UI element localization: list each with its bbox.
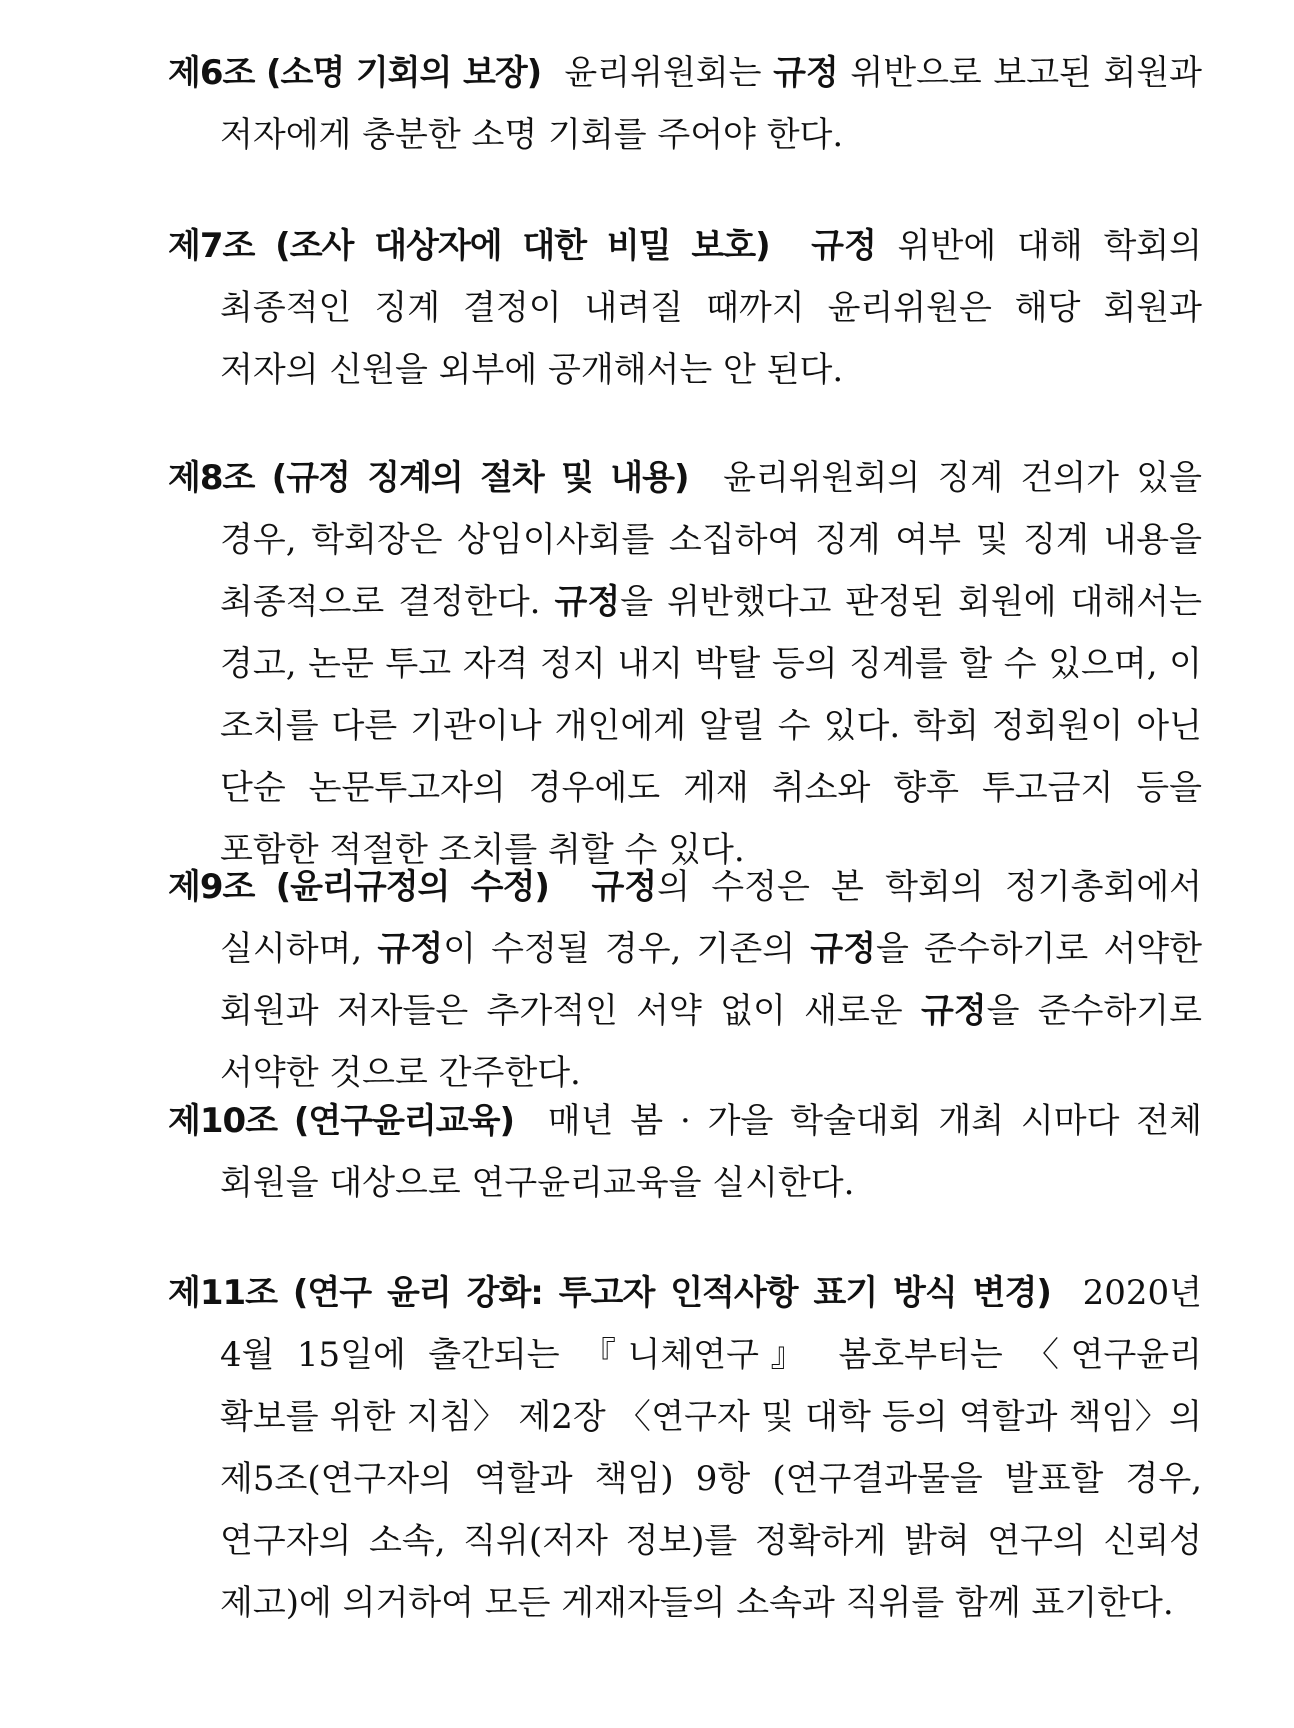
article-6 bbox=[168, 42, 1202, 166]
keyword-regulation: 규정 bbox=[591, 867, 658, 907]
keyword-regulation: 규정 bbox=[773, 53, 839, 93]
article-heading: 제8조 (규정 징계의 절차 및 내용) bbox=[168, 458, 689, 498]
article-text: 위반에 대해 학회의 최종적인 징계 결정이 내려질 때까지 윤리위원은 해당 회원과 저자의 신원을 외부에 공개해서는 안 된다. bbox=[220, 226, 1202, 390]
article-text: 위반으로 보고된 회원과 저자에게 충분한 소명 기회를 주어야 한다. bbox=[220, 53, 1203, 155]
article-text: 윤리위원회의 징계 건의가 있을 경우, 학회장은 상임이사회를 소집하여 징계 여부 및 징계 내용을 최종적으로 결정한다. bbox=[220, 458, 1202, 622]
article-10 bbox=[168, 1090, 1202, 1214]
keyword-regulation: 규정 bbox=[920, 991, 987, 1031]
article-text: 매년 봄 · 가을 학술대회 개최 시마다 전체 회원을 대상으로 연구윤리교육을 실시한다. bbox=[220, 1101, 1202, 1203]
article-text: 2020년 4월 15일에 출간되는 『니체연구』 봄호부터는 〈연구윤리 확보를 위한 지침〉 제2장 〈연구자 및 대학 등의 역할과 책임〉의 제5조(연구자의 역할과 책임) 9항 (연구결과물을 발표할 경우, 연구자의 소속, 직위(저자 정보)를 정확하게 밝혀 연구의 신뢰성 제고)에 의거하여 모든 게재자들의 소속과 직위를 함께 표기한다. bbox=[220, 1273, 1202, 1623]
article-heading: 제11조 (연구 윤리 강화: 투고자 인적사항 표기 방식 변경) bbox=[168, 1273, 1051, 1313]
article-text: 윤리위원회는 bbox=[564, 53, 774, 93]
article-text: 을 준수하기로 서약한 것으로 간주한다. bbox=[220, 991, 1202, 1093]
keyword-regulation: 규정 bbox=[810, 929, 876, 969]
article-text: 이 수정될 경우, 기존의 bbox=[443, 929, 811, 969]
keyword-regulation: 규정 bbox=[377, 929, 444, 969]
article-text: 의 수정은 본 학회의 정기총회에서 실시하며, bbox=[220, 867, 1203, 969]
keyword-regulation: 규정 bbox=[811, 226, 877, 266]
article-text: 을 위반했다고 판정된 회원에 대해서는 경고, 논문 투고 자격 정지 내지 박탈 등의 징계를 할 수 있으며, 이 조치를 다른 기관이나 개인에게 알릴 수 있다. 학회 정회원이 아닌 단순 논문투고자의 경우에도 게재 취소와 향후 투고금지 등을 포함한 적절한 조치를 취할 수 있다. bbox=[220, 582, 1202, 870]
article-heading: 제9조 (윤리규정의 수정) bbox=[168, 867, 549, 907]
article-11 bbox=[168, 1262, 1202, 1634]
keyword-regulation: 규정 bbox=[554, 582, 621, 622]
article-heading: 제7조 (조사 대상자에 대한 비밀 보호) bbox=[168, 226, 770, 266]
article-text: 을 준수하기로 서약한 회원과 저자들은 추가적인 서약 없이 새로운 bbox=[220, 929, 1202, 1031]
article-8 bbox=[168, 447, 1202, 881]
article-heading: 제6조 (소명 기회의 보장) bbox=[168, 53, 542, 93]
article-9 bbox=[168, 856, 1202, 1104]
article-heading: 제10조 (연구윤리교육) bbox=[168, 1101, 515, 1141]
article-7 bbox=[168, 215, 1202, 401]
